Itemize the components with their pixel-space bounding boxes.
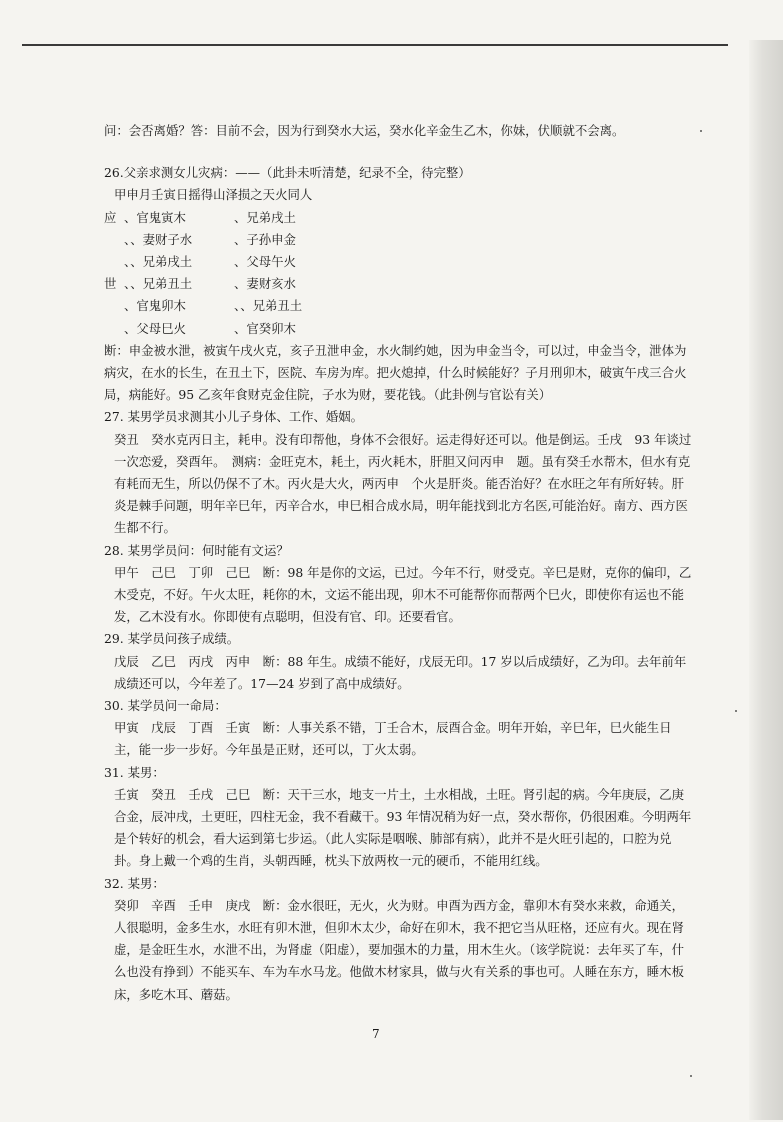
paragraph-divorce-answer: 问：会否离婚？答：目前不会，因为行到癸水大运，癸水化辛金生乙木，你妹，伏顺就不会离。 xyxy=(104,123,625,138)
heading-case-27: 27. 某男学员求测其小儿子身体、工作、婚姻。 xyxy=(104,409,364,425)
case-28-body: 甲午 己巳 丁卯 己巳 断：98 年是你的文运，已过。今年不行，财受克。辛巳是财，克你的偏印，乙木受克，不好。午火太旺，耗你的木，文运不能出现，卯木不可能帮你而帮两个巳火，即使你有运也不能发，乙木没有水。你即使有点聪明，但没有官、印。还要看官。 xyxy=(114,564,692,625)
page-number: 7 xyxy=(372,1027,380,1041)
heading-case-32: 32. 某男： xyxy=(104,875,165,891)
scan-speck xyxy=(735,710,737,712)
hexagram-row: 、、妻财子水 、子孙申金 xyxy=(124,231,296,247)
case-29-body: 戊辰 乙巳 丙戌 丙申 断：88 年生。成绩不能好，戊辰无印。17 岁以后成绩好，乙为印。去年前年成绩还可以，今年差了。17—24 岁到了高中成绩好。 xyxy=(114,653,687,691)
scan-speck xyxy=(700,130,702,132)
heading-case-30: 30. 某学员问一命局： xyxy=(104,697,227,713)
case-31-body: 壬寅 癸丑 壬戌 己巳 断：天干三水，地支一片土，土水相战，土旺。肾引起的病。今年庚辰，乙庚合金，辰冲戌，土更旺，四柱无金，我不看藏干。93 年情况稍为好一点，癸水帮你，仍很困难。今明两年是个转好的机会，看大运到第七步运。（此人实际是咽喉、肺部有病），此并不是火旺引起的，口腔为兑卦。身上戴一个鸡的生肖，头朝西睡，枕头下放两枚一元的硬币，不能用红线。 xyxy=(114,786,692,869)
heading-case-31: 31. 某男： xyxy=(104,764,165,780)
heading-case-29: 29. 某学员问孩子成绩。 xyxy=(104,631,240,647)
hexagram-row: 应 、官鬼寅木 、兄弟戌土 xyxy=(104,209,296,225)
page-content xyxy=(104,120,694,1006)
hexagram-row: 、官鬼卯木 、、兄弟丑土 xyxy=(124,298,303,314)
scan-edge-shadow xyxy=(749,40,783,1120)
hexagram-table xyxy=(104,207,694,340)
heading-case-26: 26.父亲求测女儿灾病：——（此卦未听清楚，纪录不全，待完整） xyxy=(104,165,471,181)
top-rule xyxy=(22,44,728,46)
hexagram-row: 、、兄弟戌土 、父母午火 xyxy=(124,253,296,269)
case-30-body: 甲寅 戊辰 丁酉 壬寅 断：人事关系不错，丁壬合木，辰酉合金。明年开始，辛巳年，巳火能生日主，能一步一步好。今年虽是正财，还可以，丁火太弱。 xyxy=(114,720,672,758)
case-26-date-line: 甲申月壬寅日摇得山泽损之天火同人 xyxy=(114,187,313,203)
heading-case-28: 28. 某男学员问：何时能有文运？ xyxy=(104,542,289,558)
case-32-body: 癸卯 辛酉 壬申 庚戌 断：金水很旺，无火，火为财。申酉为西方金，靠卯木有癸水来救，命通关，人很聪明，金多生水，水旺有卯木泄，但卯木太少，命好在卯木，我不把它当从旺格，还应有火。现在肾虚，是金旺生水，水泄不出，为肾虚（阳虚），要加强木的力量，用木生火。（该学院说：去年买了车，什么也没有挣到）不能买车、车为车水马龙。他做木材家具，做与火有关系的事也可。人睡在东方，睡木板床，多吃木耳、蘑菇。 xyxy=(114,897,684,1002)
hexagram-row: 世 、、兄弟丑土 、妻财亥水 xyxy=(104,276,296,292)
scan-speck xyxy=(690,1075,692,1077)
case-26-judgement: 断：申金被水泄，被寅午戌火克，亥子丑泄申金，水火制约她，因为申金当令，可以过，申金当令，泄体为病灾，在水的长生，在丑土下，医院、车房为库。把火熄掉，什么时候能好？子月刑卯木，破寅午戌三合火局，病能好。95 乙亥年食财克金住院，子水为财，要花钱。（此卦例与官讼有关） xyxy=(104,342,687,403)
case-27-body: 癸丑 癸水克丙日主，耗申。没有印帮他，身体不会很好。运走得好还可以。他是倒运。壬戌 93 年谈过一次恋爱，癸酉年。 测病：金旺克木，耗土，丙火耗木，肝胆又问丙申 题。虽有癸壬水帮木，但水有克有耗而无生，所以仍保不了木。丙火是大火，两丙申 个火是肝炎。能否治好？在水旺之年有所好转。肝炎是棘手问题，明年辛巳年，丙辛合水，申巳相合成水局，明年能找到北方名医,可能治好。南方、西方医生都不行。 xyxy=(114,431,692,536)
hexagram-row: 、父母巳火 、官癸卯木 xyxy=(124,320,296,336)
